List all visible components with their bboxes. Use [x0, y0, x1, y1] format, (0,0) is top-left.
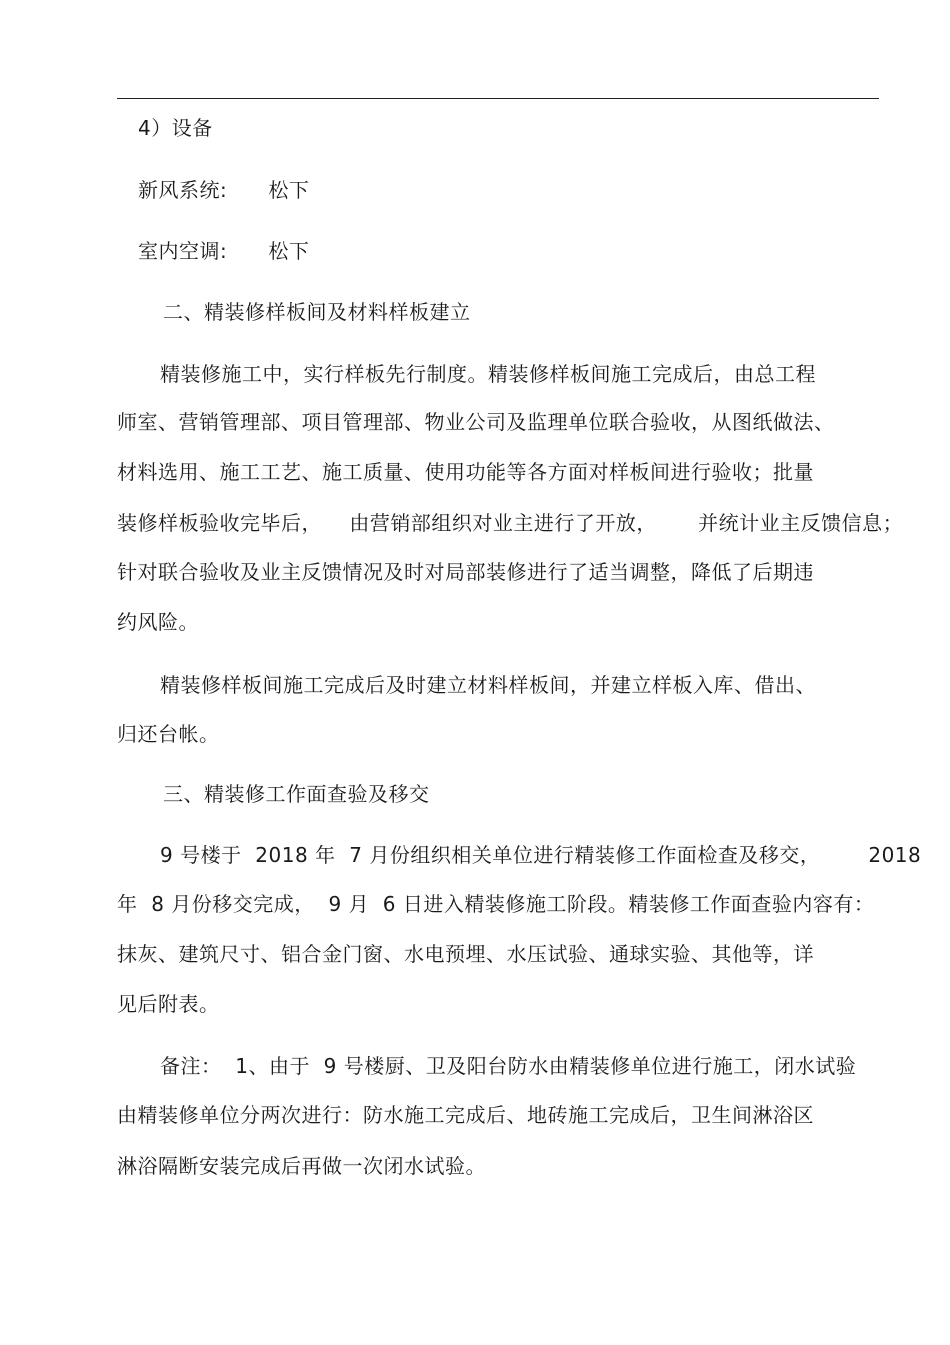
- paragraph-line: 约风险。: [117, 610, 199, 634]
- note-line: 由精装修单位分两次进行：防水施工完成后、地砖施工完成后，卫生间淋浴区: [117, 1103, 814, 1127]
- paragraph-line: 材料选用、施工工艺、施工质量、使用功能等各方面对样板间进行验收；批量: [117, 460, 814, 484]
- header-rule: [117, 98, 879, 99]
- paragraph-line: 见后附表。: [117, 992, 220, 1016]
- paragraph-line: 年 8 月份移交完成， 9 月 6 日进入精装修施工阶段。精装修工作面查验内容有：: [117, 892, 875, 916]
- paragraph-line: 9 号楼于 2018 年 7 月份组织相关单位进行精装修工作面检查及移交， 2018: [160, 843, 922, 867]
- paragraph-line: 精装修样板间施工完成后及时建立材料样板间，并建立样板入库、借出、: [160, 673, 816, 697]
- equipment-air-conditioner-line: 室内空调: 松下: [138, 239, 310, 263]
- note-line: 淋浴隔断安装完成后再做一次闭水试验。: [117, 1154, 486, 1178]
- paragraph-line: 针对联合验收及业主反馈情况及时对局部装修进行了适当调整，降低了后期违: [117, 560, 814, 584]
- paragraph-line: 抹灰、建筑尺寸、铝合金门窗、水电预埋、水压试验、通球实验、其他等，详: [117, 942, 814, 966]
- paragraph-line: 装修样板验收完毕后， 由营销部组织对业主进行了开放， 并统计业主反馈信息；: [117, 511, 904, 535]
- paragraph-line: 师室、营销管理部、项目管理部、物业公司及监理单位联合验收，从图纸做法、: [117, 410, 835, 434]
- section-heading-sample-room: 二、精装修样板间及材料样板建立: [163, 300, 471, 324]
- section-heading-equipment: 4）设备: [138, 116, 213, 140]
- paragraph-line: 精装修施工中，实行样板先行制度。精装修样板间施工完成后，由总工程: [160, 362, 816, 386]
- paragraph-line: 归还台帐。: [117, 722, 220, 746]
- note-line: 备注： 1、由于 9 号楼厨、卫及阳台防水由精装修单位进行施工，闭水试验: [160, 1054, 857, 1078]
- equipment-fresh-air-line: 新风系统: 松下: [138, 178, 310, 202]
- section-heading-work-surface: 三、精装修工作面查验及移交: [163, 782, 430, 806]
